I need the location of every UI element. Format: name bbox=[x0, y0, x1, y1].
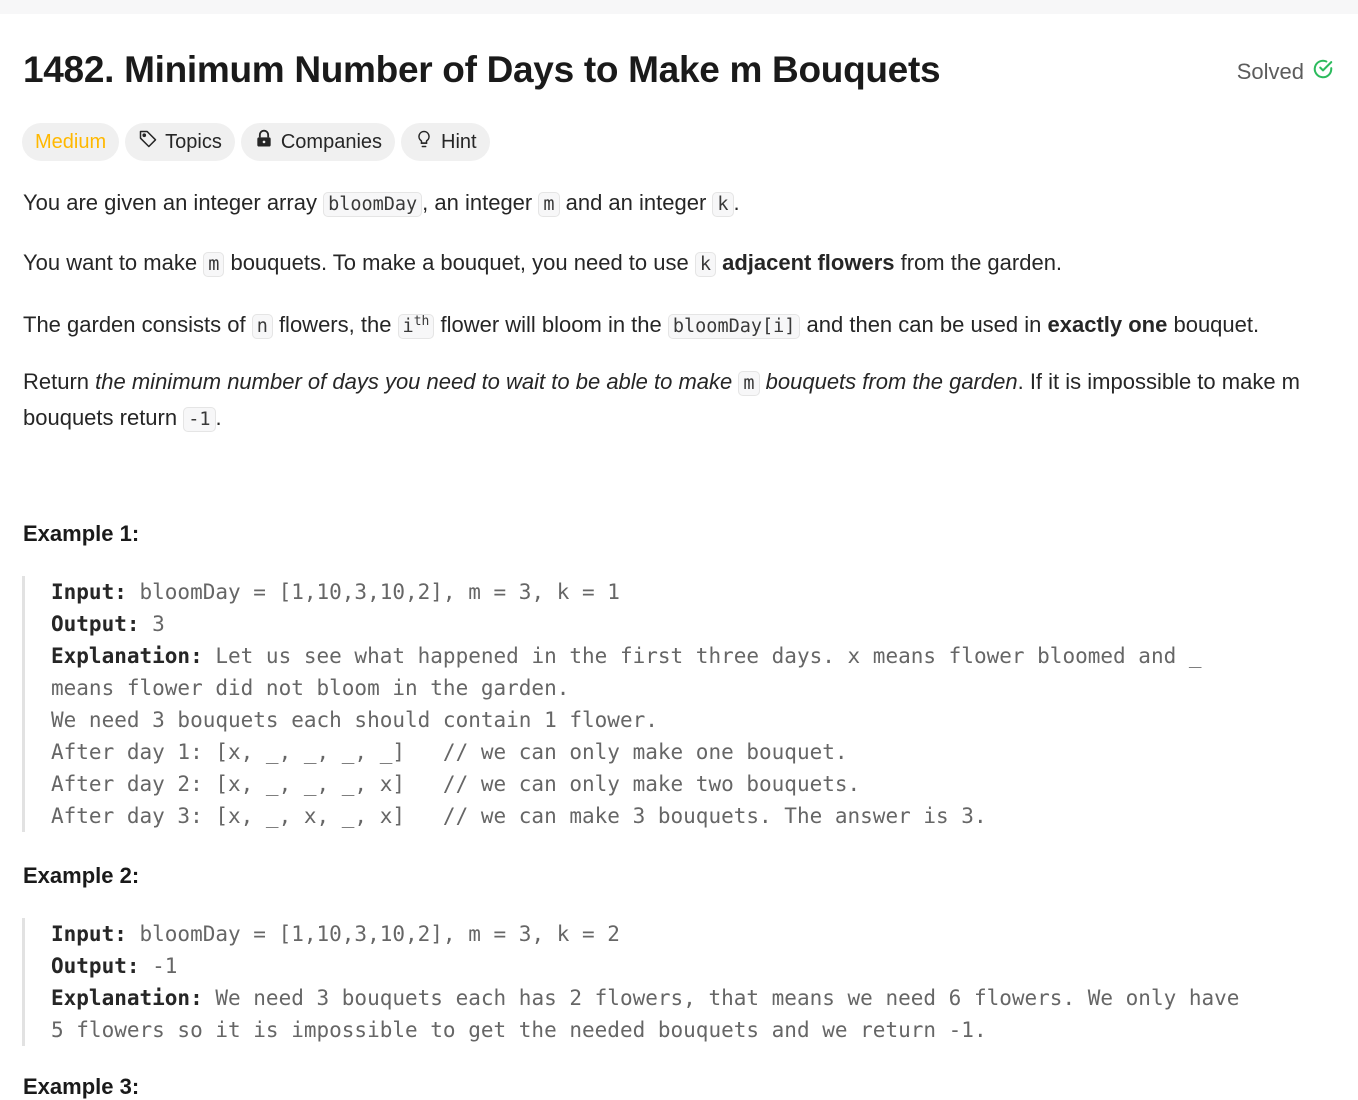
tag-row bbox=[22, 123, 490, 161]
inline-code: bloomDay[i] bbox=[668, 314, 801, 339]
text: . bbox=[215, 405, 222, 430]
output-value: -1 bbox=[139, 954, 178, 978]
description-paragraph-2 bbox=[23, 246, 1062, 282]
difficulty-label: Medium bbox=[35, 130, 107, 153]
explanation-text: 5 flowers so it is impossible to get the needed bouquets and we return -1. bbox=[51, 1018, 987, 1042]
text: flowers, the bbox=[272, 312, 398, 338]
output-label: Output: bbox=[51, 954, 140, 978]
example-2-title: Example 2: bbox=[23, 863, 140, 888]
text: flower will bloom in the bbox=[434, 312, 668, 338]
lock-icon bbox=[254, 129, 274, 155]
output-value: 3 bbox=[139, 612, 165, 636]
check-circle-icon bbox=[1312, 58, 1334, 86]
lightbulb-icon bbox=[414, 129, 434, 155]
inline-code: m bbox=[203, 252, 224, 277]
explanation-text: We need 3 bouquets each has 2 flowers, that means we need 6 flowers. We only have bbox=[202, 986, 1240, 1010]
text: You want to make bbox=[23, 250, 204, 275]
text: and an integer bbox=[559, 190, 713, 215]
inline-code: m bbox=[538, 192, 559, 217]
difficulty-badge[interactable] bbox=[22, 123, 119, 161]
solved-label: Solved bbox=[1236, 59, 1304, 84]
hint-label: Hint bbox=[441, 130, 477, 153]
input-value: bloomDay = [1,10,3,10,2], m = 3, k = 2 bbox=[126, 922, 620, 946]
text: . If it is impossible to make m bouquets return bbox=[23, 369, 1301, 430]
inline-code: k bbox=[712, 192, 733, 217]
problem-title: 1482. Minimum Number of Days to Make m Bouquets bbox=[23, 49, 941, 90]
example-3-title: Example 3: bbox=[23, 1074, 140, 1099]
inline-code bbox=[398, 314, 435, 339]
companies-button[interactable] bbox=[241, 123, 395, 161]
text: from the garden. bbox=[894, 250, 1063, 275]
output-label: Output: bbox=[51, 612, 140, 636]
superscript: th bbox=[413, 314, 430, 329]
inline-code: -1 bbox=[183, 407, 215, 432]
input-value: bloomDay = [1,10,3,10,2], m = 3, k = 1 bbox=[126, 580, 620, 604]
explanation-label: Explanation: bbox=[51, 644, 203, 668]
text: Return bbox=[23, 369, 96, 394]
description-paragraph-4 bbox=[23, 365, 1323, 437]
description-paragraph-3 bbox=[23, 305, 1259, 344]
topics-label: Topics bbox=[165, 130, 222, 153]
inline-code: k bbox=[695, 252, 716, 277]
text: The garden consists of bbox=[23, 312, 252, 338]
text: and then can be used in bbox=[800, 312, 1048, 338]
italic-text: bouquets from the garden bbox=[759, 369, 1018, 394]
explanation-text: means flower did not bloom in the garden. We need 3 bouquets each should contain 1 flower. After day 1: [x, _, _, _, _] // we can only make one bouquet. After day 2: [x, _, _, _, x] // we can only make two bouquets. After day 3: [x, _, x, _, x] // we can make 3 bouquets. The answer is 3. bbox=[51, 676, 987, 828]
example-2-block bbox=[22, 918, 1239, 1046]
solved-status bbox=[1237, 58, 1334, 86]
bold-text: exactly one bbox=[1047, 312, 1168, 338]
bold-text: adjacent flowers bbox=[722, 250, 895, 275]
input-label: Input: bbox=[51, 922, 127, 946]
italic-text: the minimum number of days you need to wait to be able to make bbox=[95, 369, 739, 394]
topics-button[interactable] bbox=[125, 123, 235, 161]
hint-button[interactable] bbox=[401, 123, 490, 161]
description-paragraph-1 bbox=[23, 186, 740, 222]
explanation-label: Explanation: bbox=[51, 986, 203, 1010]
example-1-title: Example 1: bbox=[23, 521, 140, 546]
explanation-text: Let us see what happened in the first three days. x means flower bloomed and _ bbox=[202, 644, 1202, 668]
inline-code: bloomDay bbox=[323, 192, 422, 217]
code-text: i bbox=[402, 316, 414, 338]
text: You are given an integer array bbox=[23, 190, 324, 215]
companies-label: Companies bbox=[280, 130, 383, 153]
text: , an integer bbox=[422, 190, 539, 215]
top-bar bbox=[0, 0, 1358, 14]
tag-icon bbox=[138, 129, 158, 155]
text: bouquet. bbox=[1167, 312, 1260, 338]
input-label: Input: bbox=[51, 580, 127, 604]
text: bouquets. To make a bouquet, you need to use bbox=[224, 250, 695, 275]
inline-code: n bbox=[252, 314, 273, 339]
inline-code: m bbox=[738, 371, 759, 396]
text: . bbox=[733, 190, 740, 215]
example-1-block bbox=[22, 576, 1202, 832]
